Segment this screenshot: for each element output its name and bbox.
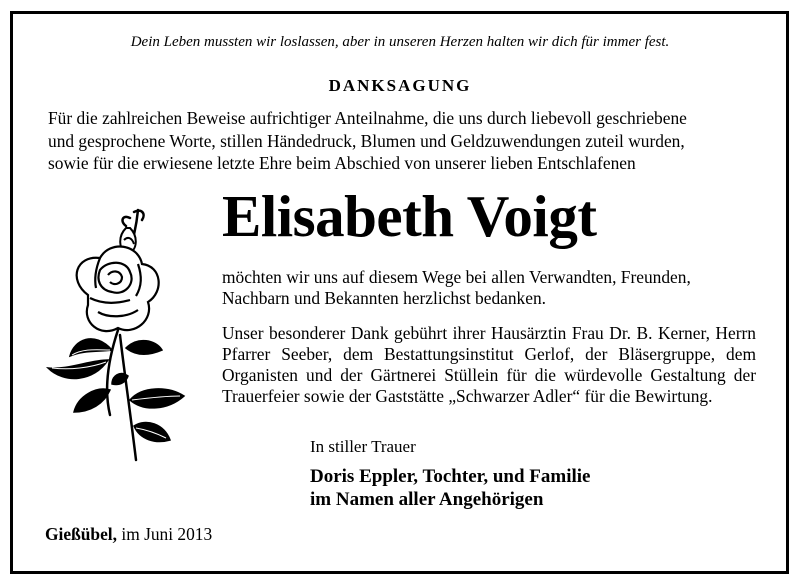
- intro-line-1: Für die zahlreichen Beweise aufrichtiger Anteilnahme, die uns durch liebevoll geschriebene: [48, 108, 687, 128]
- intro-line-2: und gesprochene Worte, stillen Händedruck, Blumen und Geldzuwendungen zuteil wurden,: [48, 130, 685, 151]
- mourners-block: [310, 465, 590, 511]
- deceased-name: Elisabeth Voigt: [222, 183, 597, 249]
- mourners-line-2: im Namen aller Angehörigen: [310, 489, 544, 510]
- rose-leaves: [48, 339, 184, 442]
- special-thanks-paragraph: Unser besonderer Dank gebührt ihrer Hausärztin Frau Dr. B. Kerner, Herrn Pfarrer Seeber, dem Bestattungsinstitut Gerlof, der Bläsergruppe, dem Organisten und der Gärtnerei Stüllein für die würdevolle Gestaltung der Trauerfeier sowie der Gaststätte „Schwarzer Adler“ für die Bewirtung.: [222, 323, 756, 406]
- motto-quote: Dein Leben mussten wir loslassen, aber in unseren Herzen halten wir dich für immer fest.: [130, 34, 670, 50]
- mourning-label: In stiller Trauer: [310, 437, 416, 456]
- intro-line-3: sowie für die erwiesene letzte Ehre beim Abschied von unserer lieben Entschlafenen: [48, 153, 636, 173]
- mourners-line-1: Doris Eppler, Tochter, und Familie: [310, 466, 591, 487]
- place-date: [45, 524, 212, 545]
- intro-paragraph: [48, 107, 687, 175]
- date-text: im Juni 2013: [121, 524, 213, 544]
- place-name: Gießübel,: [45, 524, 117, 544]
- rose-illustration: [38, 200, 198, 490]
- thanks-paragraph: möchten wir uns auf diesem Wege bei allen Verwandten, Freunden, Nachbarn und Bekannten herzlichst bedanken.: [222, 267, 691, 308]
- rose-bloom: [77, 247, 159, 332]
- notice-heading: DANKSAGUNG: [328, 76, 472, 95]
